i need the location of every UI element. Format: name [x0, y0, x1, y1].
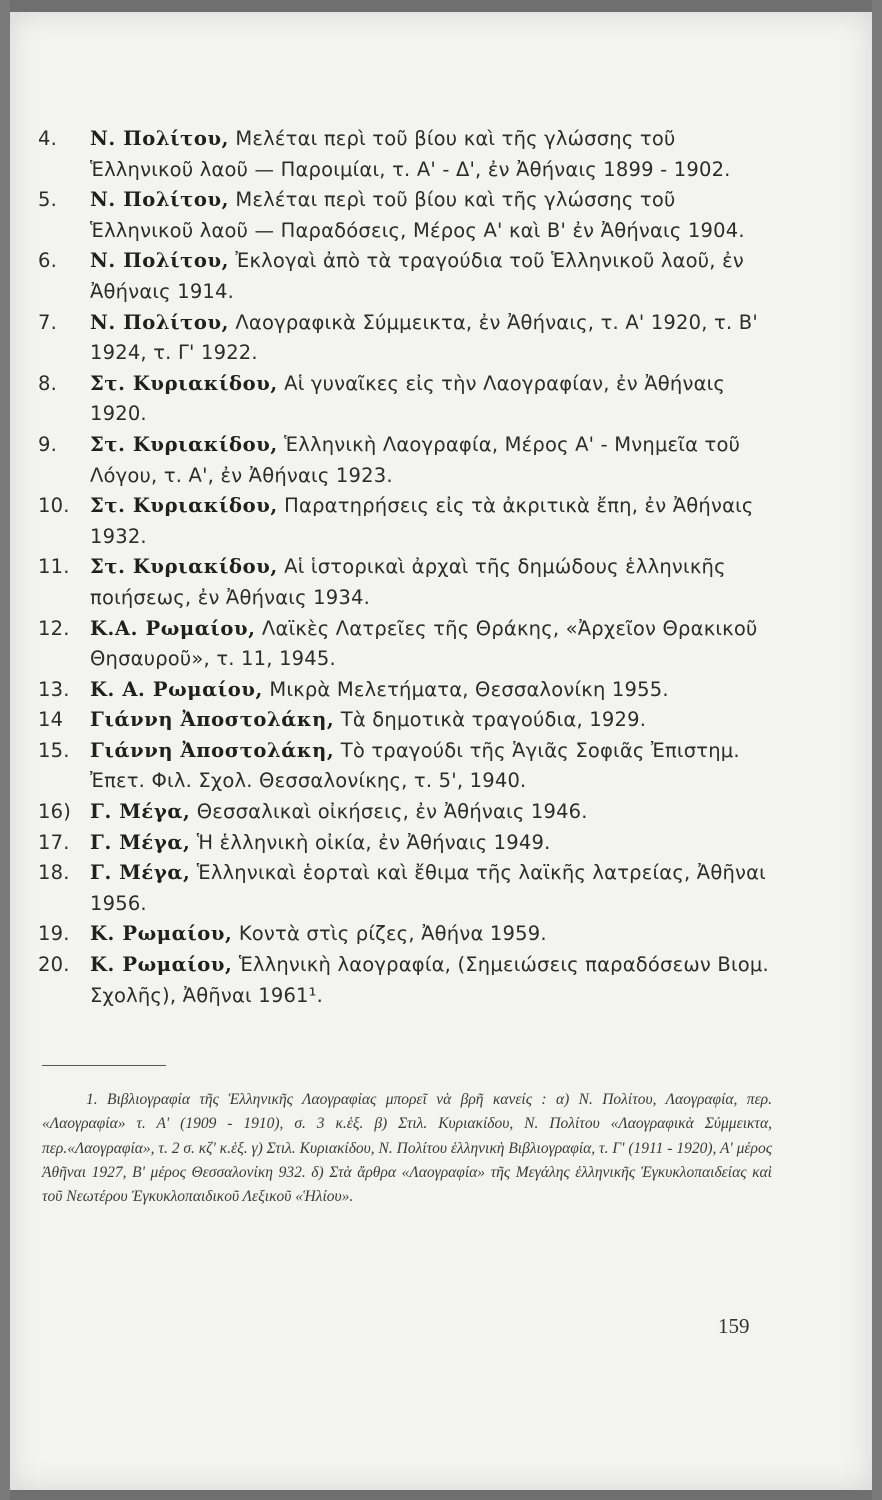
bibliography-entry — [38, 124, 773, 185]
footnote: 1. Βιβλιογραφία τῆς Ἑλληνικῆς Λαογραφίας μπορεῖ νὰ βρῆ κανείς : α) Ν. Πολίτου, Λαογραφία, περ. «Λαογραφία» τ. Α' (1909 - 1910), σ. 3 κ.ἑξ. β) Στιλ. Κυριακίδου, Ν. Πολίτου «Λαογραφικὰ Σύμμεικτα, περ.«Λαογραφία», τ. 2 σ. κζ' κ.ἑξ. γ) Στιλ. Κυριακίδου, Ν. Πολίτου ἑλληνικὴ Βιβλιογραφία, τ. Γ' (1911 - 1920), Α' μέρος Ἀθῆναι 1927, Β' μέρος Θεσσαλονίκη 932. δ) Στὰ ἄρθρα «Λαογραφία» τῆς Μεγάλης ἑλληνικῆς Ἐγκυκλοπαιδείας καὶ τοῦ Νεωτέρου Ἐγκυκλοπαιδικοῦ Λεξικοῦ «Ἡλίου». — [42, 1091, 772, 1206]
entry-text: Λαογραφικὰ Σύμμεικτα, ἐν Ἀθήναις, τ. Α' 1920, τ. Β' 1924, τ. Γ' 1922. — [90, 310, 758, 365]
entry-author: Γιάννη Ἀποστολάκη, — [90, 708, 335, 732]
bibliography-entry — [38, 797, 773, 828]
entry-number: 4. — [38, 127, 58, 150]
entry-text: Αἱ ἱστορικαὶ ἀρχαὶ τῆς δημώδους ἑλληνικῆς ποιήσεως, ἐν Ἀθήναις 1934. — [90, 555, 726, 609]
entry-number: 17. — [38, 830, 70, 854]
bibliography-entry — [38, 308, 773, 369]
entry-number: 12. — [38, 616, 70, 640]
entry-text: Ἑλληνικὴ λαογραφία, (Σημειώσεις παραδόσεων Βιομ. Σχολῆς), Ἀθῆναι 1961¹. — [90, 953, 769, 1007]
bibliography-entry — [38, 552, 773, 613]
entry-number: 19. — [38, 922, 70, 946]
entry-text: Μικρὰ Μελετήματα, Θεσσαλονίκη 1955. — [269, 677, 669, 701]
entry-author: Στ. Κυριακίδου, — [90, 555, 278, 579]
entry-text: Αἱ γυναῖκες εἰς τὴν Λαογραφίαν, ἐν Ἀθήναις 1920. — [90, 371, 726, 426]
bibliography-entry — [38, 736, 773, 797]
entry-number: 20. — [38, 953, 70, 977]
entry-author: Στ. Κυριακίδου, — [90, 371, 278, 395]
bibliography-entry — [38, 675, 773, 706]
entry-text: Μελέται περὶ τοῦ βίου καὶ τῆς γλώσσης τοῦ Ἑλληνικοῦ λαοῦ — Παραδόσεις, Μέρος Α' καὶ Β' ἐν Ἀθήναις 1904. — [90, 188, 745, 242]
entry-number: 10. — [38, 494, 70, 518]
entry-author: Κ. Ρωμαίου, — [90, 922, 233, 946]
entry-author: Γ. Μέγα, — [90, 830, 191, 854]
bibliography-entry — [38, 246, 773, 307]
entry-author: Στ. Κυριακίδου, — [90, 494, 278, 518]
entry-text: Κοντὰ στὶς ρίζες, Ἀθήνα 1959. — [238, 922, 547, 946]
entry-author: Ν. Πολίτου, — [90, 310, 229, 334]
bibliography-entry — [38, 614, 773, 675]
entry-text: Ἡ ἑλληνικὴ οἰκία, ἐν Ἀθήναις 1949. — [196, 830, 551, 854]
entry-text: Παρατηρήσεις εἰς τὰ ἀκριτικὰ ἔπη, ἐν Ἀθήναις 1932. — [90, 494, 754, 548]
bibliography-entry — [38, 950, 773, 1011]
entry-author: Ν. Πολίτου, — [90, 188, 229, 212]
entry-number: 6. — [38, 249, 58, 273]
bibliography-entry — [38, 430, 773, 491]
entry-number: 5. — [38, 188, 58, 212]
entry-number: 11. — [38, 555, 70, 579]
bibliography-entry — [38, 919, 773, 950]
page-number: 159 — [718, 1314, 750, 1338]
entry-text: Τὰ δημοτικὰ τραγούδια, 1929. — [340, 708, 647, 732]
entry-number: 14 — [38, 708, 64, 732]
entry-number: 18. — [38, 861, 70, 885]
entry-number: 7. — [38, 310, 58, 334]
scan-right-edge — [872, 0, 882, 1500]
entry-number: 13. — [38, 677, 70, 701]
bibliography-entry — [38, 828, 773, 859]
entry-text: Μελέται περὶ τοῦ βίου καὶ τῆς γλώσσης τοῦ Ἑλληνικοῦ λαοῦ — Παροιμίαι, τ. Α' - Δ', ἐν Ἀθήναις 1899 - 1902. — [90, 127, 731, 181]
bibliography-list — [38, 124, 773, 1011]
entry-text: Ἑλληνικαὶ ἑορταὶ καὶ ἔθιμα τῆς λαϊκῆς λατρείας, Ἀθῆναι 1956. — [90, 861, 766, 915]
entry-text: Ἑλληνικὴ Λαογραφία, Μέρος Α' - Μνημεῖα τοῦ Λόγου, τ. Α', ἐν Ἀθήναις 1923. — [90, 432, 741, 487]
entry-number: 9. — [38, 432, 58, 456]
entry-text: Ἐκλογαὶ ἀπὸ τὰ τραγούδια τοῦ Ἑλληνικοῦ λαοῦ, ἐν Ἀθήναις 1914. — [90, 249, 744, 303]
entry-author: Κ.Α. Ρωμαίου, — [90, 616, 256, 640]
bibliography-entry — [38, 491, 773, 552]
entry-text: Θεσσαλικαὶ οἰκήσεις, ἐν Ἀθήναις 1946. — [196, 800, 588, 824]
bibliography-entry — [38, 185, 773, 246]
entry-author: Γιάννη Ἀποστολάκη, — [90, 738, 335, 762]
entry-number: 15. — [38, 738, 70, 762]
entry-number: 8. — [38, 371, 58, 395]
bibliography-entry — [38, 369, 773, 430]
entry-author: Στ. Κυριακίδου, — [90, 432, 278, 456]
entry-author: Κ. Α. Ρωμαίου, — [90, 677, 263, 701]
entry-text: Τὸ τραγούδι τῆς Ἁγιᾶς Σοφιᾶς Ἐπιστημ. Ἐπετ. Φιλ. Σχολ. Θεσσαλονίκης, τ. 5', 1940. — [90, 738, 740, 793]
book-page — [10, 12, 872, 1490]
bibliography-entry — [38, 705, 773, 736]
entry-text: Λαϊκὲς Λατρεῖες τῆς Θράκης, «Ἀρχεῖον Θρακικοῦ Θησαυροῦ», τ. 11, 1945. — [90, 616, 758, 671]
footnote-divider — [42, 1065, 166, 1066]
entry-author: Ν. Πολίτου, — [90, 127, 229, 150]
scan-left-edge — [0, 0, 10, 1500]
entry-author: Κ. Ρωμαίου, — [90, 953, 233, 977]
entry-author: Γ. Μέγα, — [90, 861, 191, 885]
bibliography-entry — [38, 858, 773, 919]
entry-author: Γ. Μέγα, — [90, 800, 191, 824]
entry-author: Ν. Πολίτου, — [90, 249, 229, 273]
entry-number: 16) — [38, 800, 72, 824]
